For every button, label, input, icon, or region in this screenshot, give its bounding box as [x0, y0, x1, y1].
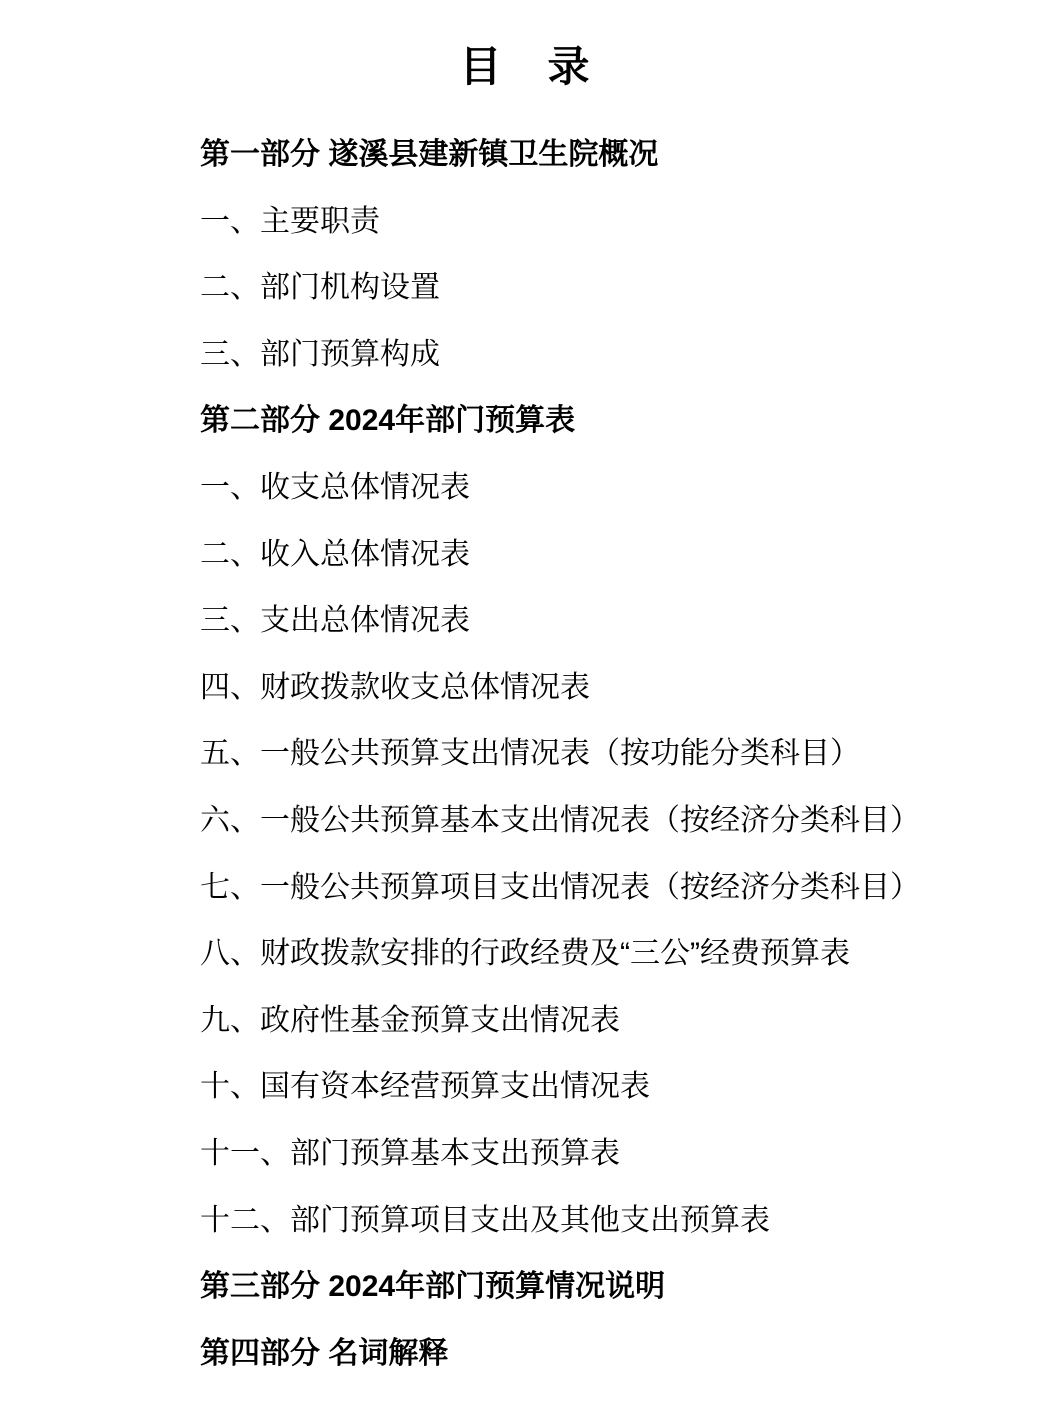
toc-item: 八、财政拨款安排的行政经费及“三公”经费预算表	[200, 937, 850, 971]
toc-item: 六、一般公共预算基本支出情况表（按经济分类科目）	[200, 803, 920, 837]
toc-item: 三、支出总体情况表	[200, 604, 470, 638]
toc-item: 二、收入总体情况表	[200, 537, 470, 571]
toc-item: 七、一般公共预算项目支出情况表（按经济分类科目）	[200, 870, 920, 904]
toc-item: 十二、部门预算项目支出及其他支出预算表	[200, 1203, 770, 1237]
toc-item: 十、国有资本经营预算支出情况表	[200, 1070, 650, 1104]
toc-section-heading: 第二部分 2024年部门预算表	[200, 404, 576, 438]
toc-item: 三、部门预算构成	[200, 337, 440, 371]
toc-section-heading: 第一部分 遂溪县建新镇卫生院概况	[200, 138, 659, 171]
toc-item: 九、政府性基金预算支出情况表	[200, 1003, 620, 1037]
toc-section-heading: 第三部分 2024年部门预算情况说明	[200, 1270, 666, 1304]
toc-item: 五、一般公共预算支出情况表（按功能分类科目）	[200, 737, 860, 771]
toc-list	[200, 122, 1021, 1387]
page-title: 目 录	[459, 43, 592, 90]
toc-item: 十一、部门预算基本支出预算表	[200, 1136, 620, 1170]
toc-item: 一、收支总体情况表	[200, 470, 470, 504]
toc-item: 四、财政拨款收支总体情况表	[200, 670, 590, 704]
toc-item: 二、部门机构设置	[200, 271, 440, 305]
toc-section-heading: 第四部分 名词解释	[200, 1336, 449, 1370]
toc-item: 一、主要职责	[200, 204, 380, 238]
